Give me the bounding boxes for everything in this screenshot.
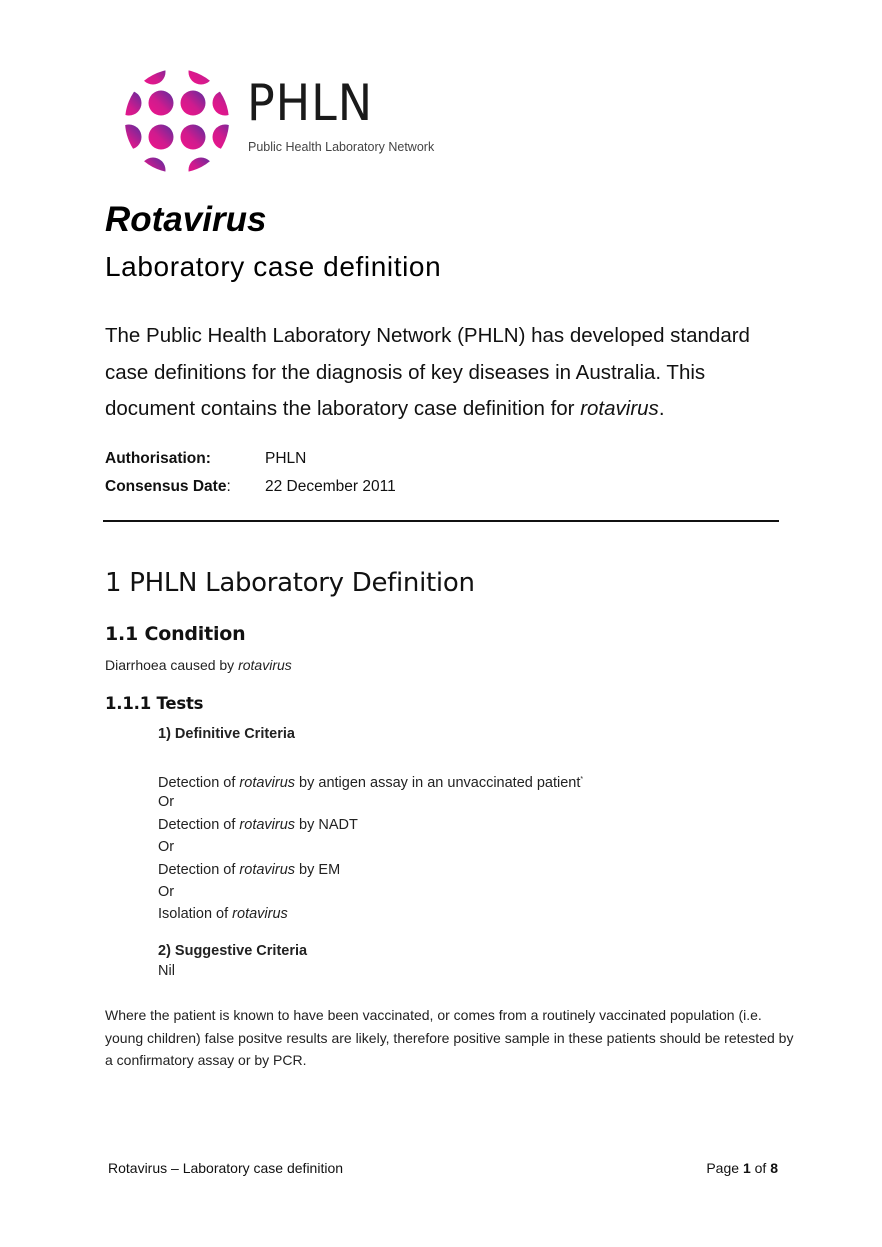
intro-text: The Public Health Laboratory Network (PHLN) has developed standard case definitions for the diagnosis of key diseases in Australia. This document contains the laboratory case definition for	[105, 324, 750, 420]
criteria-line	[158, 769, 583, 791]
criteria-line	[158, 791, 583, 813]
definitive-criteria	[158, 725, 583, 926]
criteria-italic: rotavirus	[232, 906, 288, 923]
section-heading-tests: 1.1.1 Tests	[105, 694, 204, 713]
criteria-text: by NADT	[295, 816, 358, 833]
suggestive-criteria	[158, 942, 307, 982]
authorisation-label: Authorisation:	[105, 450, 211, 467]
vaccination-note: Where the patient is known to have been vaccinated, or comes from a routinely vaccinated population (i.e. young children) false positve results are likely, therefore positive sample in these patients should be retested by a confirmatory assay or by PCR.	[105, 1007, 794, 1068]
page-total: 8	[770, 1160, 778, 1176]
condition-text	[105, 657, 292, 673]
criteria-text: Isolation of	[158, 906, 233, 923]
intro-end: .	[658, 397, 665, 420]
consensus-date-value: 22 December 2011	[265, 478, 396, 495]
page-number	[706, 1160, 778, 1176]
criteria-text: Or	[158, 794, 175, 811]
page-prefix: Page	[706, 1160, 743, 1176]
intro-italic: rotavirus	[580, 397, 659, 420]
criteria-line	[158, 859, 583, 881]
criteria-text: Detection of	[158, 775, 240, 791]
criteria-text: Or	[158, 839, 175, 856]
criteria-text: Detection of	[158, 816, 240, 833]
consensus-colon: :	[226, 478, 231, 495]
consensus-date-label	[105, 473, 265, 501]
footnote-marker: *	[580, 776, 584, 783]
criteria-text: by antigen assay in an unvaccinated patient	[295, 775, 581, 791]
criteria-italic: rotavirus	[239, 861, 296, 878]
dotted-sphere-icon	[124, 68, 230, 174]
criteria-italic: rotavirus	[239, 775, 296, 791]
footer-title: Rotavirus – Laboratory case definition	[108, 1160, 344, 1176]
suggestive-criteria-value: Nil	[158, 963, 175, 979]
definitive-criteria-list	[158, 769, 583, 926]
logo-wordmark: PHLN	[247, 74, 374, 132]
intro-paragraph	[105, 318, 785, 428]
logo-subtitle: Public Health Laboratory Network	[248, 140, 435, 154]
phln-logo	[124, 68, 434, 176]
page-footer	[108, 1160, 778, 1176]
section-heading-1: 1 PHLN Laboratory Definition	[105, 568, 475, 598]
document-title: Rotavirus	[105, 200, 267, 239]
condition-text-italic: rotavirus	[238, 657, 292, 673]
suggestive-criteria-heading: 2) Suggestive Criteria	[158, 943, 308, 959]
consensus-date-row	[105, 473, 396, 501]
criteria-italic: rotavirus	[239, 816, 296, 833]
consensus-label-text: Consensus Date	[105, 478, 227, 495]
criteria-line	[158, 903, 583, 925]
document-metadata	[105, 445, 396, 501]
criteria-text: Or	[158, 883, 175, 900]
definitive-criteria-heading: 1) Definitive Criteria	[158, 726, 295, 742]
horizontal-divider	[103, 520, 779, 522]
criteria-line	[158, 881, 583, 903]
authorisation-value: PHLN	[265, 450, 307, 467]
page-current: 1	[742, 1160, 751, 1176]
criteria-line	[158, 814, 583, 836]
criteria-text: by EM	[295, 861, 341, 878]
section-heading-condition: 1.1 Condition	[105, 623, 246, 645]
document-subtitle: Laboratory case definition	[105, 251, 442, 282]
condition-text-plain: Diarrhoea caused by	[105, 657, 239, 673]
page-of: of	[750, 1160, 771, 1176]
criteria-line	[158, 836, 583, 858]
authorisation-row	[105, 445, 396, 473]
criteria-text: Detection of	[158, 861, 240, 878]
